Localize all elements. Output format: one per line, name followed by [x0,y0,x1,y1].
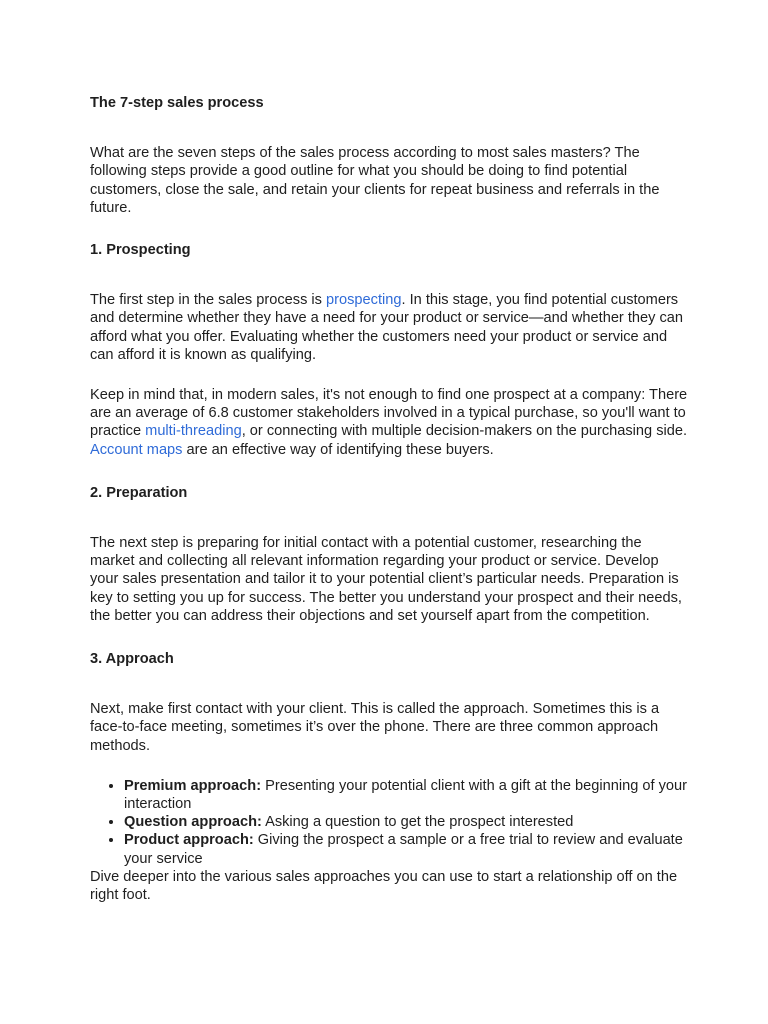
approach-list [90,777,690,868]
intro-paragraph: What are the seven steps of the sales process according to most sales masters? The following steps provide a good outline for what you should be doing to find potential customers, close the sale, and retain your clients for repeat business and referrals in the future. [90,145,660,216]
list-item [124,831,690,867]
account-maps-link[interactable]: Account maps [90,441,183,458]
list-item-label: Question approach: [124,814,262,831]
prospecting-p1-text-before: The first step in the sales process is [90,292,327,309]
preparation-paragraph: The next step is preparing for initial contact with a potential customer, researching the market and collecting all relevant information regarding your product or service. Develop your sales presentation and tailor it to your potential client’s particular needs. Preparation is key to setting you up for success. The better you understand your prospect and their needs, the better you can address their objections and set yourself apart from the competition. [90,535,682,624]
section-heading-preparation: 2. Preparation [90,484,188,501]
list-item [124,813,690,831]
list-item-text: Asking a question to get the prospect interested [261,814,574,831]
section-heading-approach: 3. Approach [90,651,174,668]
list-item-text: Presenting your potential client with a gift at the beginning of your interaction [124,777,687,813]
prospecting-paragraph-1 [90,291,690,364]
list-item [124,777,690,813]
prospecting-paragraph-2 [90,386,690,459]
prospecting-link[interactable]: prospecting [326,292,402,309]
document-page [90,94,690,904]
list-item-label: Product approach: [124,832,254,849]
list-item-text: Giving the prospect a sample or a free trial to review and evaluate your service [124,832,683,867]
prospecting-p2-text-middle: , or connecting with multiple decision-makers on the purchasing side. [241,423,688,440]
multi-threading-link[interactable]: multi-threading [145,423,242,440]
section-heading-prospecting: 1. Prospecting [90,242,191,259]
approach-paragraph: Next, make first contact with your client. This is called the approach. Sometimes this is a face-to-face meeting, sometimes it’s over the phone. There are three common approach methods. [90,701,660,754]
document-title: The 7-step sales process [90,95,264,111]
list-item-label: Premium approach: [124,777,262,794]
approach-closing-paragraph: Dive deeper into the various sales approaches you can use to start a relationship off on the right foot. [90,868,678,904]
prospecting-p2-text-after: are an effective way of identifying these buyers. [182,441,494,458]
prospecting-p2-text-before: Keep in mind that, in modern sales, it's not enough to find one prospect at a company: There are an average of 6.8 customer stakeholders involved in a typical purchase, so you'll want to practice [90,387,688,440]
prospecting-p1-text-after: . In this stage, you find potential customers and determine whether they have a need for your product or service—and whether they can afford what you offer. Evaluating whether the customers need your product or service and can afford it is known as qualifying. [90,292,684,363]
